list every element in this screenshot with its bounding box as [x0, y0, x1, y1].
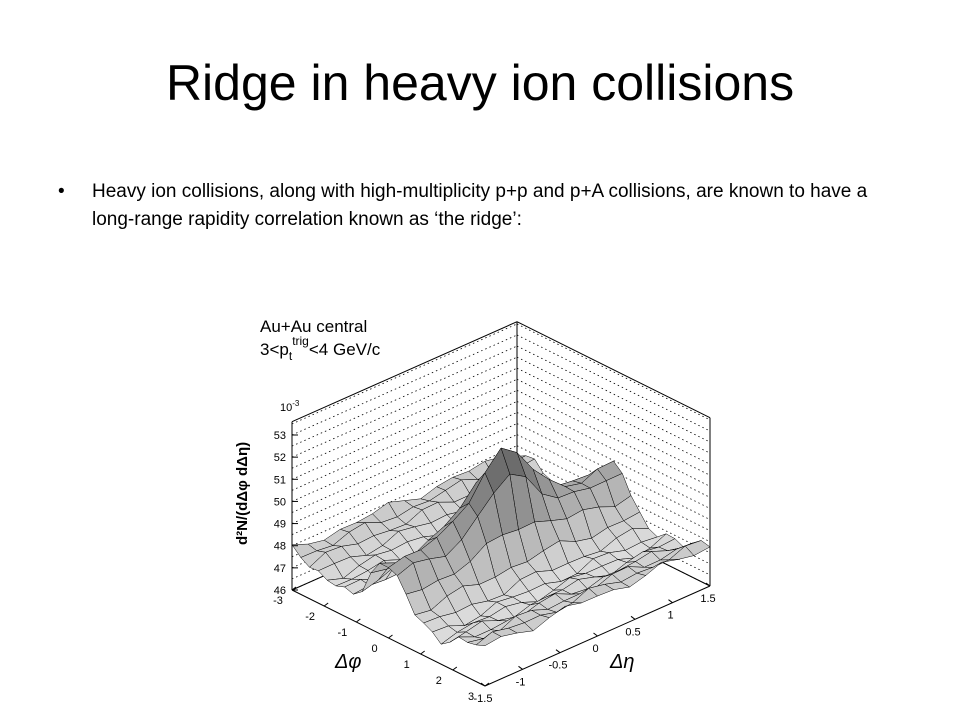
x-tick-label: 3	[467, 691, 475, 703]
x-tick-label: 2	[435, 675, 442, 687]
x-tick-label: -2	[305, 611, 316, 623]
plot-svg	[230, 300, 730, 705]
x-tick	[453, 667, 457, 670]
x-tick-label: -1	[337, 627, 348, 639]
z-multiplier	[280, 399, 300, 414]
z-tick-label: 53	[273, 430, 286, 442]
annotation-tail: <4 GeV/c	[308, 340, 381, 359]
x-tick-label: 0	[371, 643, 378, 655]
y-tick-label: 0	[592, 643, 599, 655]
x-tick	[389, 635, 393, 638]
y-tick	[594, 633, 598, 636]
ridge-surface-plot	[230, 300, 730, 705]
z-axis-label: d²N/(dΔφ dΔη)	[234, 441, 251, 545]
bullet-dot: •	[58, 181, 65, 202]
y-tick-label: 1	[667, 609, 674, 622]
surface-mesh	[292, 448, 710, 646]
grid-line	[292, 346, 517, 446]
x-tick	[356, 619, 360, 622]
x-tick	[324, 603, 328, 606]
annotation-line2	[260, 334, 381, 363]
y-tick-label: -1.5	[473, 693, 493, 705]
frame-edge	[517, 322, 710, 418]
x-tick-label: 1	[403, 659, 410, 671]
x-tick	[421, 651, 425, 654]
y-tick	[556, 650, 560, 653]
z-tick-label: 47	[273, 562, 286, 575]
x-tick-label: -3	[273, 595, 283, 607]
z-tick-label: 46	[273, 585, 286, 597]
z-multiplier-exp: -3	[292, 399, 300, 408]
annotation-sup: trig	[292, 334, 309, 348]
y-tick	[631, 616, 635, 619]
slide-title: Ridge in heavy ion collisions	[165, 55, 795, 111]
x-axis-label: Δφ	[335, 651, 362, 673]
y-tick	[519, 666, 523, 669]
y-tick-label: -1	[515, 676, 526, 689]
z-tick-label: 52	[273, 452, 286, 465]
annotation-line1: Au+Au central	[260, 317, 368, 336]
frame-edge	[292, 322, 517, 422]
y-axis-label: Δη	[610, 651, 635, 673]
y-tick-label: 1.5	[700, 593, 716, 605]
z-multiplier-base: 10	[280, 402, 293, 414]
annotation-prefix: 3<p	[260, 340, 289, 359]
y-tick	[669, 600, 673, 603]
z-tick-label: 50	[273, 496, 286, 509]
grid-line	[292, 324, 517, 424]
grid-line	[292, 368, 517, 468]
y-tick-label: 0.5	[625, 626, 641, 639]
bullet-text: Heavy ion collisions, along with high-multiplicity p+p and p+A collisions, are known to have a long-range rapidity correlation known as ‘the ridge’:	[92, 181, 868, 230]
y-tick-label: -0.5	[548, 659, 568, 672]
z-tick-label: 48	[273, 540, 286, 553]
z-tick-label: 51	[273, 474, 286, 487]
z-tick-label: 49	[273, 518, 286, 531]
bullet-item	[58, 178, 898, 234]
annotation-sub: t	[288, 349, 293, 363]
